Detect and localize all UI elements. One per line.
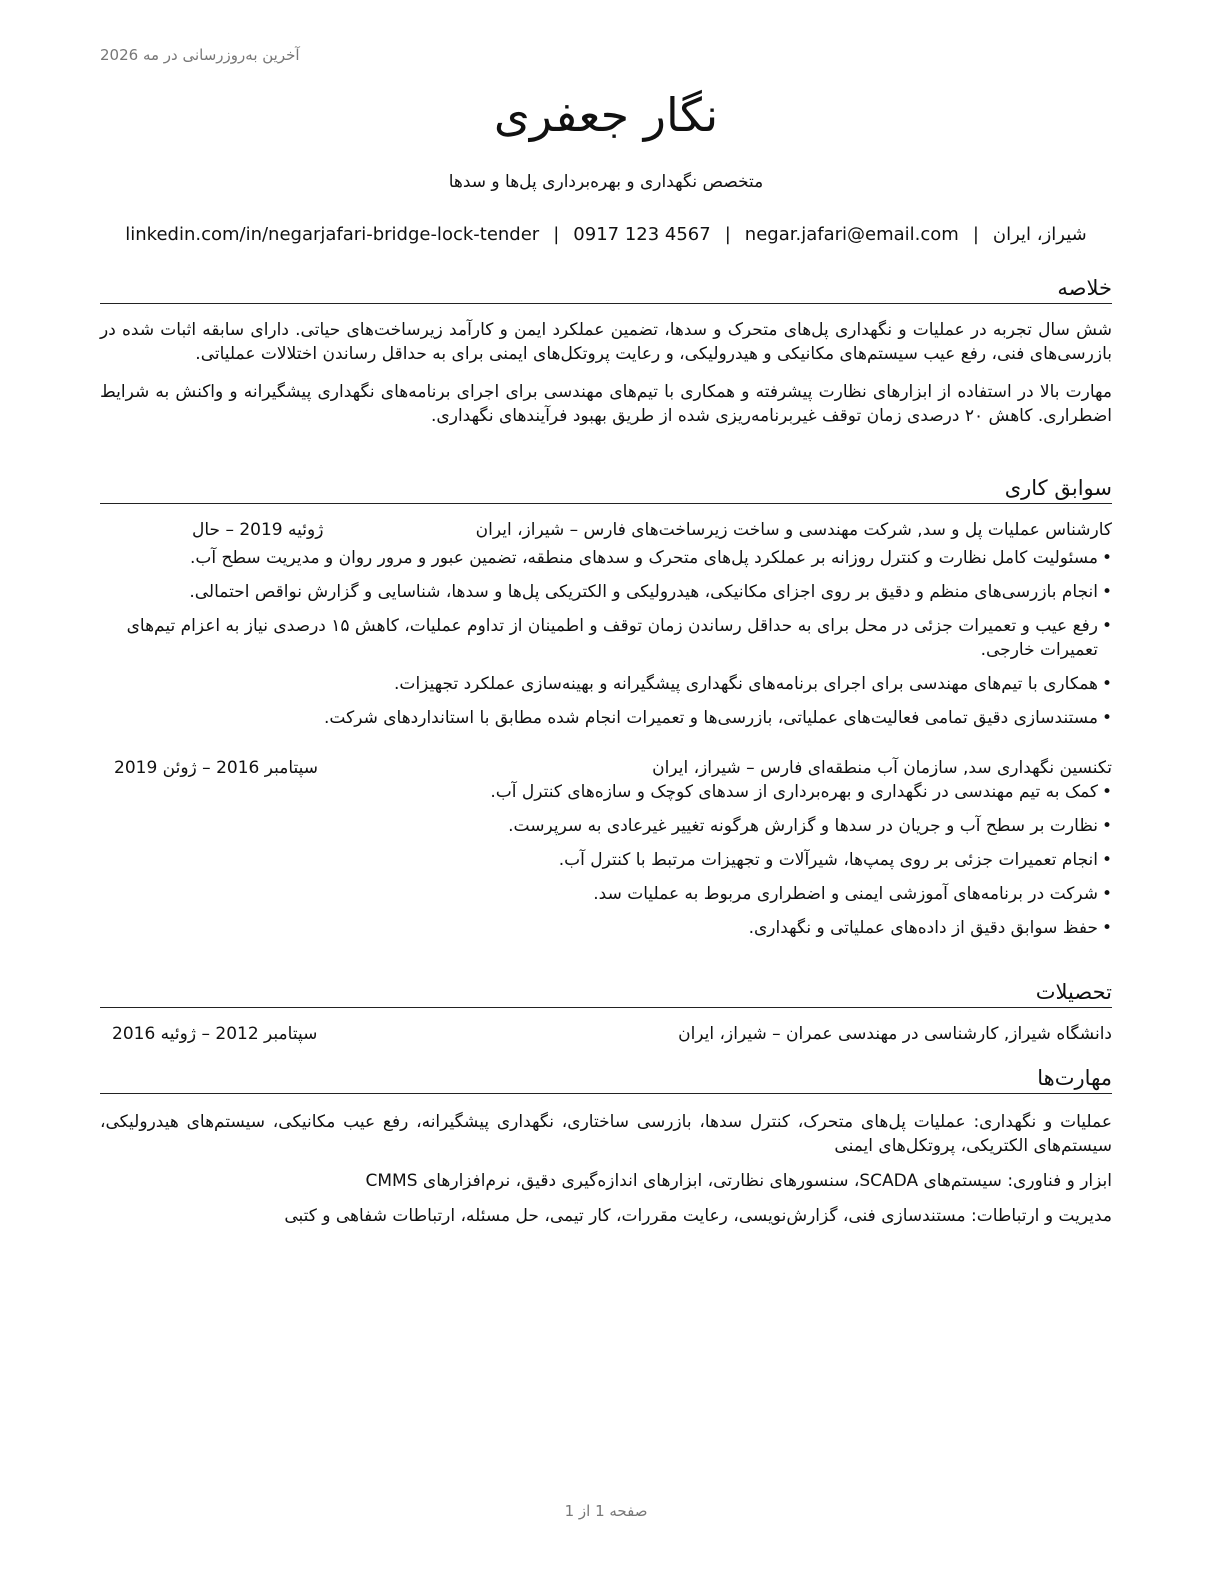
skill-line: ابزار و فناوری: سیستم‌های SCADA، سنسورهای نظارتی، ابزارهای اندازه‌گیری دقیق، نرم‌افزارهای CMMS (365, 1171, 1112, 1192)
page-number: صفحه 1 از 1 (564, 1502, 648, 1520)
job-entry (100, 756, 1112, 940)
education-date: سپتامبر 2012 – ژوئیه 2016 (112, 1024, 318, 1045)
skills-section (100, 1066, 1112, 1239)
education-heading: تحصیلات (100, 980, 1112, 1008)
skill-line: مدیریت و ارتباطات: مستندسازی فنی، گزارش‌نویسی، رعایت مقررات، کار تیمی، حل مسئله، ارتباطات شفاهی و کتبی (284, 1206, 1112, 1227)
skills-heading: مهارت‌ها (100, 1066, 1112, 1094)
last-updated: آخرین به‌روزرسانی در مه 2026 (100, 46, 300, 64)
summary-section (100, 276, 1112, 428)
contact-separator: | (724, 224, 731, 245)
contact-phone[interactable]: 0917 123 4567 (573, 224, 711, 245)
job-org: کارشناس عملیات پل و سد, شرکت مهندسی و ساخت زیرساخت‌های فارس – شیراز، ایران (475, 520, 1112, 541)
job-bullet: • مستندسازی دقیق تمامی فعالیت‌های عملیاتی، بازرسی‌ها و تعمیرات انجام شده مطابق با استانداردهای شرکت. (100, 706, 1112, 730)
contact-email[interactable]: negar.jafari@email.com (744, 224, 959, 245)
job-bullet: • حفظ سوابق دقیق از داده‌های عملیاتی و نگهداری. (100, 916, 1112, 940)
education-org: دانشگاه شیراز, کارشناسی در مهندسی عمران – شیراز، ایران (678, 1024, 1112, 1045)
job-bullet: • شرکت در برنامه‌های آموزشی ایمنی و اضطراری مربوط به عملیات سد. (100, 882, 1112, 906)
job-date: ژوئیه 2019 – حال (192, 520, 324, 541)
candidate-name: نگار جعفری (493, 88, 719, 142)
job-bullet: • کمک به تیم مهندسی در نگهداری و بهره‌برداری از سدهای کوچک و سازه‌های کنترل آب. (100, 780, 1112, 804)
candidate-title: متخصص نگهداری و بهره‌برداری پل‌ها و سدها (448, 172, 764, 192)
summary-paragraph: شش سال تجربه در عملیات و نگهداری پل‌های متحرک و سدها، تضمین عملکرد ایمن و کارآمد زیرساخت‌های حیاتی. دارای سابقه اثبات شده در بازرسی‌های فنی، رفع عیب سیستم‌های مکانیکی و هیدرولیکی، و رعایت پروتکل‌های ایمنی برای به حداقل رساندن اختلالات عملیاتی. (100, 320, 1112, 365)
job-bullet: • انجام بازرسی‌های منظم و دقیق بر روی اجزای مکانیکی، هیدرولیکی و الکتریکی پل‌ها و سدها، شناسایی و گزارش نواقص احتمالی. (100, 580, 1112, 604)
contact-line (100, 224, 1112, 245)
job-bullet: • مسئولیت کامل نظارت و کنترل روزانه بر عملکرد پل‌های متحرک و سدهای منطقه، تضمین عبور و مرور روان و مدیریت سطح آب. (100, 546, 1112, 570)
job-entry (100, 518, 1112, 730)
summary-heading: خلاصه (100, 276, 1112, 304)
job-header (100, 518, 1112, 542)
job-header (100, 756, 1112, 780)
job-bullet: • همکاری با تیم‌های مهندسی برای اجرای برنامه‌های نگهداری پیشگیرانه و بهینه‌سازی عملکرد تجهیزات. (100, 672, 1112, 696)
job-date: سپتامبر 2016 – ژوئن 2019 (114, 758, 319, 779)
job-bullets (100, 780, 1112, 940)
contact-location: شیراز، ایران (992, 224, 1087, 245)
job-bullet: • انجام تعمیرات جزئی بر روی پمپ‌ها، شیرآلات و تجهیزات مرتبط با کنترل آب. (100, 848, 1112, 872)
education-section (100, 980, 1112, 1046)
job-bullet: • نظارت بر سطح آب و جریان در سدها و گزارش هرگونه تغییر غیرعادی به سرپرست. (100, 814, 1112, 838)
summary-paragraph: مهارت بالا در استفاده از ابزارهای نظارت پیشرفته و همکاری با تیم‌های مهندسی برای اجرای برنامه‌های نگهداری پیشگیرانه و واکنش به شرایط اضطراری. کاهش ۲۰ درصدی زمان توقف غیربرنامه‌ریزی شده از طریق بهبود فرآیندهای نگهداری. (100, 382, 1112, 427)
experience-section (100, 476, 1112, 950)
skill-line: عملیات و نگهداری: عملیات پل‌های متحرک، کنترل سدها، بازرسی ساختاری، نگهداری پیشگیرانه، رفع عیب مکانیکی، سیستم‌های هیدرولیکی، سیستم‌های الکتریکی، پروتکل‌های ایمنی (100, 1112, 1112, 1157)
contact-separator: | (972, 224, 979, 245)
job-org: تکنسین نگهداری سد, سازمان آب منطقه‌ای فارس – شیراز، ایران (652, 758, 1112, 779)
contact-separator: | (553, 224, 560, 245)
education-entry (100, 1022, 1112, 1046)
job-bullet: • رفع عیب و تعمیرات جزئی در محل برای به حداقل رساندن زمان توقف و اطمینان از تداوم عملیات، کاهش ۱۵ درصدی نیاز به اعزام تیم‌های تعمیرات خارجی. (100, 614, 1112, 662)
job-bullets (100, 546, 1112, 730)
contact-linkedin[interactable]: linkedin.com/in/negarjafari-bridge-lock-tender (125, 224, 540, 245)
experience-heading: سوابق کاری (100, 476, 1112, 504)
